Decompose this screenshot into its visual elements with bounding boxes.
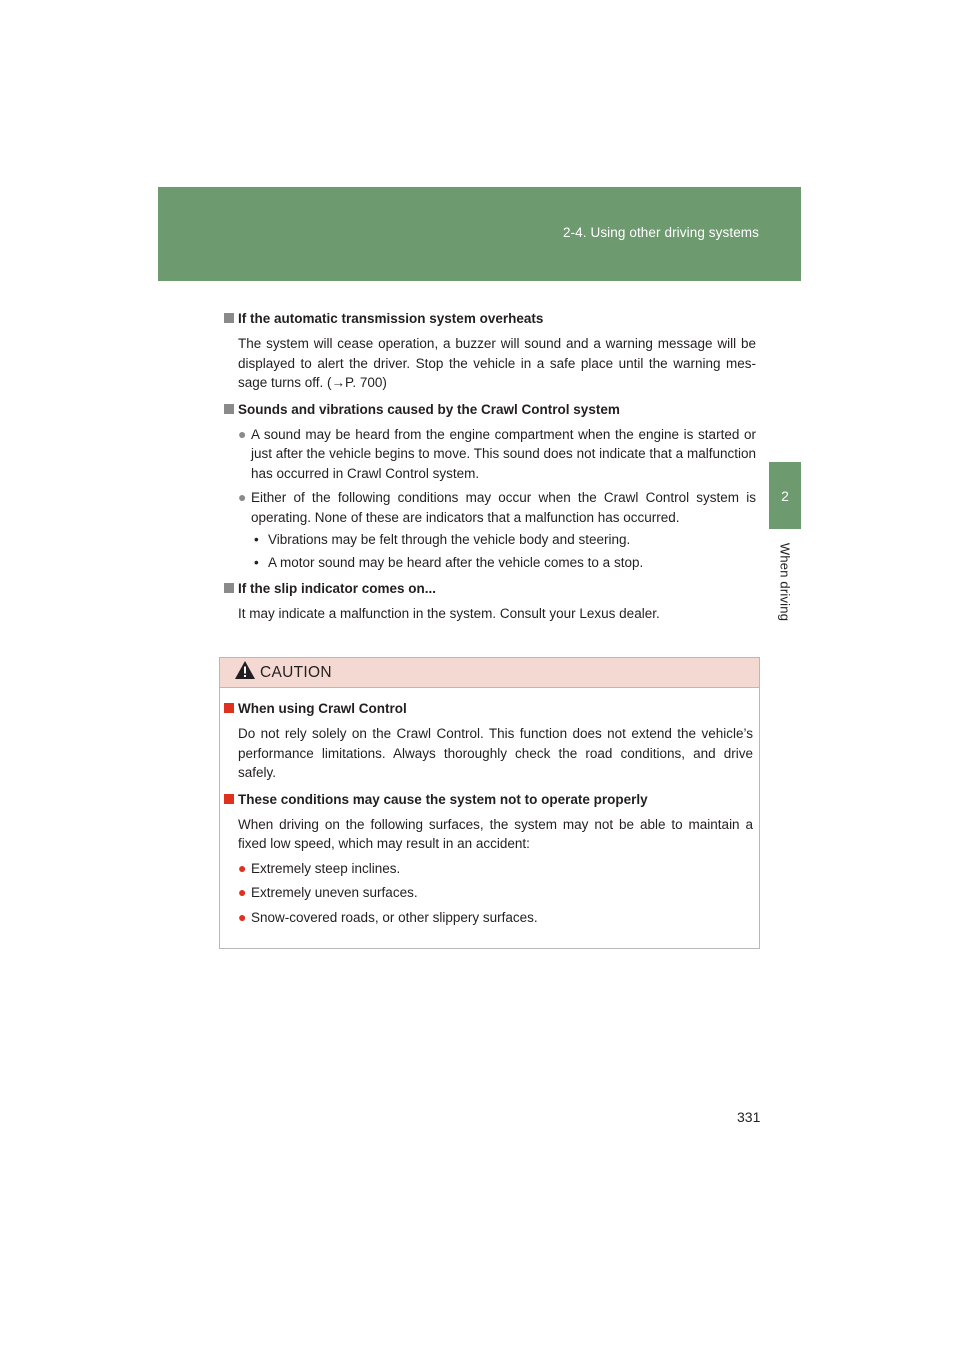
main-content [224,309,756,631]
section-overheat [224,309,756,393]
section-heading: If the automatic transmission system overheats [224,309,756,329]
chapter-tab [769,462,801,529]
sub-list-item: • Vibrations may be felt through the vehicle body and steering. [252,530,756,550]
caution-item [224,699,753,783]
caution-text: When driving on the following surfaces, the system may not be able to maintain a fixed low speed, which may result in an accident: [238,816,753,851]
square-marker-icon [224,794,234,804]
square-marker-icon [224,583,234,593]
square-marker-icon [224,703,234,713]
section-text: It may indicate a malfunction in the system. Consult your Lexus dealer. [238,606,660,621]
page-number: 331 [737,1109,761,1125]
caution-heading: When using Crawl Control [224,699,753,719]
bullet-dot-icon: ● [238,859,247,876]
bullet-dot-icon: ● [238,908,247,925]
section-text: The system will cease operation, a buzzer will sound and a warning message will be displayed to alert the driver. Stop the vehicle in a safe place until the warning mes-sage turns off. (→P. 700) [238,336,756,390]
square-marker-icon [224,404,234,414]
caution-header [220,658,759,688]
bullet-dot-icon: ● [238,425,247,442]
list-item: ● Extremely steep inclines. [238,859,753,879]
square-marker-icon [224,313,234,323]
list-item: ● Either of the following conditions may occur when the Crawl Control system is operating. None of these are indicators that a malfunction has occurred. [238,488,756,527]
section-sounds [224,400,756,573]
section-title: 2-4. Using other driving systems [562,225,759,240]
sub-bullet-icon: • [254,532,259,547]
caution-heading: These conditions may cause the system not to operate properly [224,790,753,810]
sub-list-item: • A motor sound may be heard after the vehicle comes to a stop. [252,553,756,573]
bullet-dot-icon: ● [238,489,247,505]
caution-box [219,657,760,949]
warning-triangle-icon [234,660,256,685]
caution-text: Do not rely solely on the Crawl Control. This function does not extend the vehicle’s performance limitations. Always thoroughly check the road conditions, and drive safely. [238,726,753,780]
section-heading: If the slip indicator comes on... [224,579,756,599]
caution-title: CAUTION [260,663,332,681]
bullet-dot-icon: ● [238,884,247,900]
header-band [158,187,801,281]
list-item: ● A sound may be heard from the engine compartment when the engine is started or just after the vehicle begins to move. This sound does not indicate that a malfunction has occurred in Crawl Control system. [238,425,756,484]
chapter-number: 2 [781,487,789,504]
caution-body [220,688,759,927]
section-heading: Sounds and vibrations caused by the Crawl Control system [224,400,756,420]
chapter-label: When driving [777,542,793,622]
list-item: ● Extremely uneven surfaces. [238,883,753,903]
caution-item [224,790,753,928]
sub-bullet-icon: • [254,554,259,570]
list-item: ● Snow-covered roads, or other slippery surfaces. [238,908,753,928]
section-slip-indicator [224,579,756,624]
